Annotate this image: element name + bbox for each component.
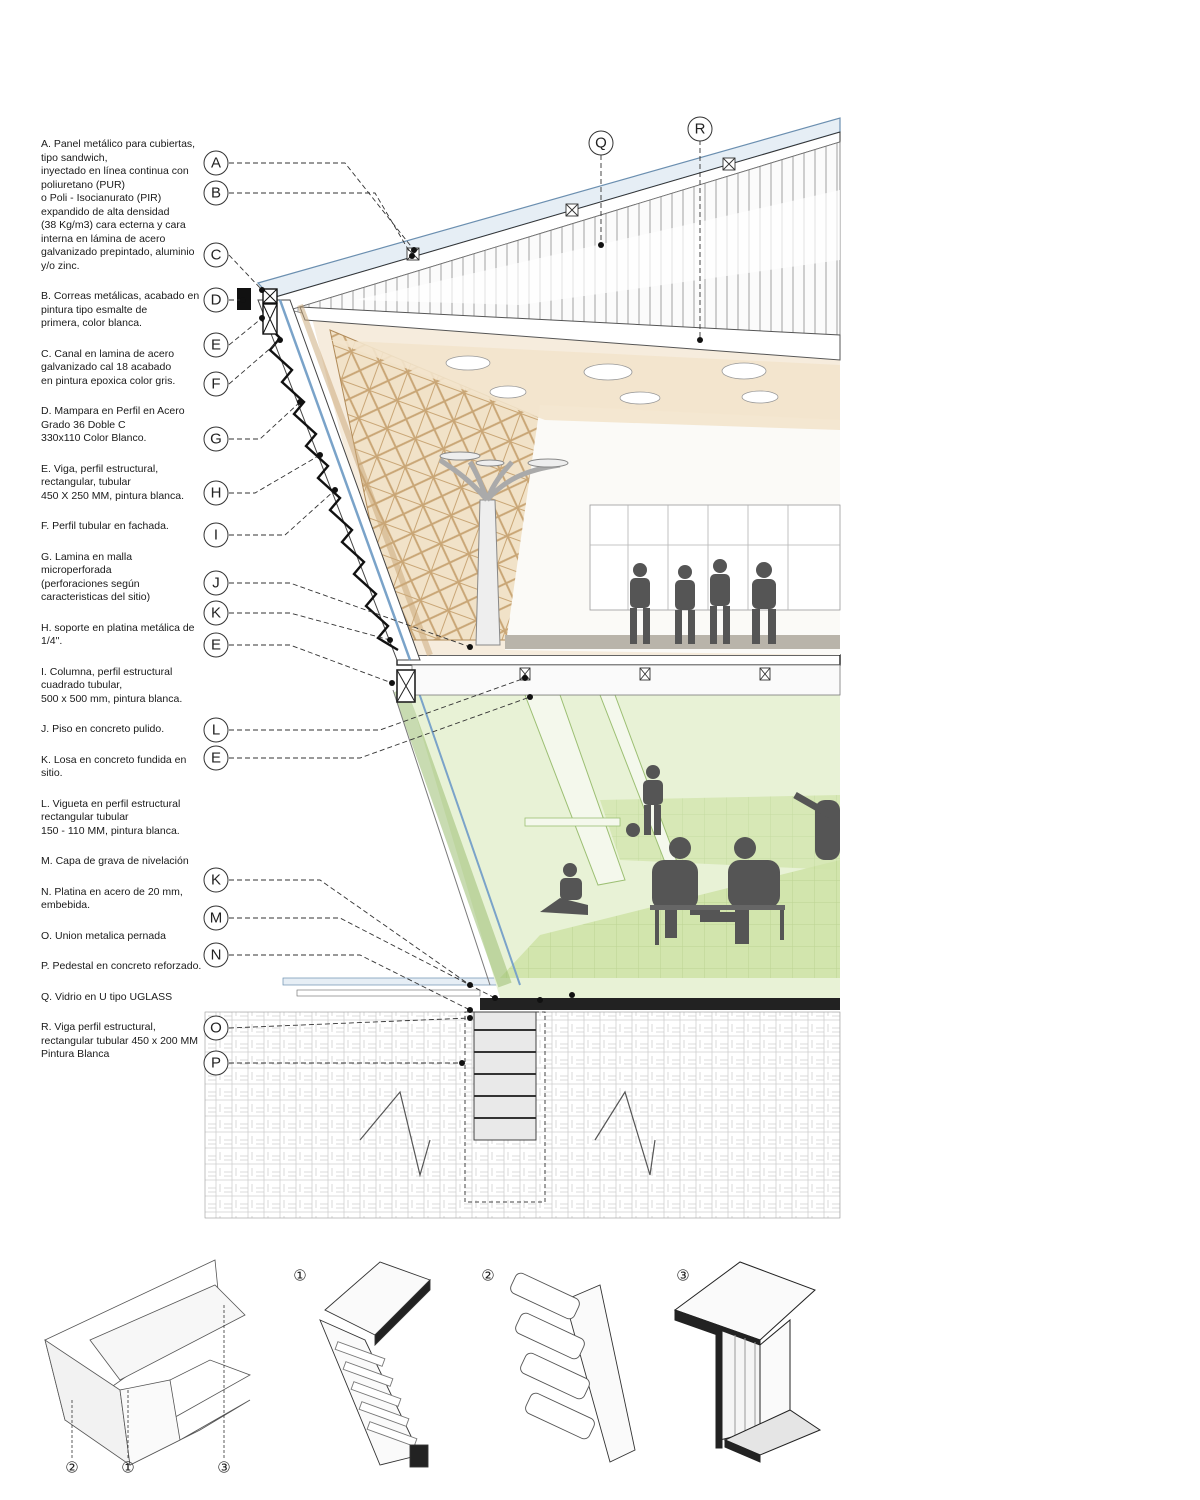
detail-1-label: ① <box>293 1267 307 1285</box>
callout-letter: H <box>210 484 222 502</box>
callout-letter: I <box>213 526 219 544</box>
callout-letter: A <box>210 154 222 172</box>
legend-line: F. Perfil tubular en fachada. <box>41 520 169 532</box>
legend-line: J. Piso en concreto pulido. <box>41 723 165 735</box>
legend-line: 1/4". <box>41 635 63 647</box>
legend-line: primera, color blanca. <box>41 317 142 329</box>
axo-label-1: ① <box>121 1459 135 1477</box>
callout-letter: E <box>210 749 222 767</box>
legend-line: sitio. <box>41 767 63 779</box>
ground-slab <box>480 998 840 1010</box>
callout-letter: C <box>210 246 222 264</box>
legend-line: Q. Vidrio en U tipo UGLASS <box>41 990 173 1003</box>
legend-line: M. Capa de grava de nivelación <box>41 855 189 867</box>
callout-letter: E <box>210 336 222 354</box>
legend-line: K. Losa en concreto fundida en <box>41 753 187 766</box>
callout-letter: O <box>210 1019 222 1037</box>
legend-line: rectangular tubular <box>41 811 129 823</box>
detail-2-drawing <box>509 1271 635 1462</box>
legend-line: en pintura epoxica color gris. <box>41 374 176 387</box>
legend-line: interna en lámina de acero <box>41 232 166 245</box>
legend-line: E. Viga, perfil estructural, <box>41 462 159 475</box>
legend-line: 330x110 Color Blanco. <box>41 432 147 444</box>
legend-line: rectangular, tubular <box>41 476 131 488</box>
axo-label-2: ② <box>65 1459 79 1477</box>
callout-letter: B <box>210 184 222 202</box>
callout-letter: F <box>211 375 221 393</box>
legend-line: H. soporte en platina metálica de <box>41 621 195 634</box>
legend-line: cuadrado tubular, <box>41 679 123 691</box>
legend-line: G. Lamina en malla <box>41 550 133 563</box>
legend-line: galvanizado cal 18 acabado <box>41 361 172 373</box>
legend-line: O. Union metalica pernada <box>41 929 166 942</box>
legend-line: 450 X 250 MM, pintura blanca. <box>41 489 185 502</box>
legend-line: D. Mampara en Perfil en Acero <box>41 405 185 417</box>
callout-letter: K <box>210 871 222 889</box>
callout-letter: E <box>210 636 222 654</box>
legend-line: tipo sandwich, <box>41 151 108 164</box>
callout-letter: N <box>210 946 222 964</box>
legend-line: I. Columna, perfil estructural <box>41 665 173 678</box>
legend-line: y/o zinc. <box>41 259 80 272</box>
legend-line: embebida. <box>41 899 91 911</box>
callout-letter: G <box>210 430 222 448</box>
legend-line: (38 Kg/m3) cara ecterna y cara <box>41 219 186 231</box>
legend-line: microperforada <box>41 564 112 576</box>
detail-3-label: ③ <box>676 1267 690 1285</box>
axonometric-key <box>45 1260 250 1465</box>
callout-letter: L <box>211 721 221 739</box>
callout-letter: Q <box>595 134 607 152</box>
callout-letter: D <box>210 291 222 309</box>
legend-line: o Poli - Isocianurato (PIR) <box>41 192 162 204</box>
legend-line: 500 x 500 mm, pintura blanca. <box>41 692 183 705</box>
ground-section <box>205 1012 840 1218</box>
axo-label-3: ③ <box>217 1459 231 1477</box>
legend-line: N. Platina en acero de 20 mm, <box>41 885 183 898</box>
legend-line: poliuretano (PUR) <box>41 178 126 191</box>
legend-line: L. Vigueta en perfil estructural <box>41 797 181 810</box>
callout-letter: R <box>694 120 706 138</box>
legend-line: galvanizado prepintado, aluminio <box>41 246 195 258</box>
detail-3-drawing <box>675 1262 820 1462</box>
legend-line: C. Canal en lamina de acero <box>41 347 175 360</box>
legend-line: A. Panel metálico para cubiertas, <box>41 138 196 150</box>
legend-line: 150 - 110 MM, pintura blanca. <box>41 824 180 837</box>
legend-line: caracteristicas del sitio) <box>41 591 151 603</box>
callout-letter: M <box>209 909 223 927</box>
legend-line: pintura tipo esmalte de <box>41 303 148 316</box>
legend-line: inyectado en línea continua con <box>41 165 189 177</box>
callout-letter: P <box>210 1054 222 1072</box>
legend-line: B. Correas metálicas, acabado en <box>41 290 200 302</box>
detail-2-label: ② <box>481 1267 495 1285</box>
callout-letter: K <box>210 604 222 622</box>
detail-1-drawing <box>320 1262 430 1467</box>
legend-line: rectangular tubular 450 x 200 MM <box>41 1034 199 1047</box>
first-floor-slab <box>397 655 840 665</box>
legend-line: expandido de alta densidad <box>41 205 170 218</box>
legend-line: (perforaciones según <box>41 577 140 590</box>
legend-line: Pintura Blanca <box>41 1048 110 1060</box>
callout-letter: J <box>212 574 220 592</box>
legend-line: P. Pedestal en concreto reforzado. <box>41 960 202 972</box>
legend-line: Grado 36 Doble C <box>41 418 126 431</box>
legend-line: R. Viga perfil estructural, <box>41 1021 156 1033</box>
